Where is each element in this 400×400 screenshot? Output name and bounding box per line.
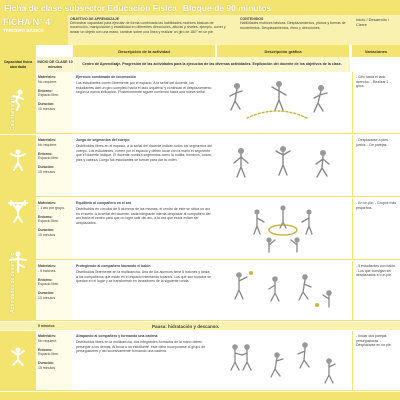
- activity-text: Los estudiantes corren libremente por el espacio. A la señal del docente, los estudiantes dan un giro completo hacia el lado izquierdo y continúan el desplazamiento según la nueva indicación. Posteriormente siguen corriendo hacia una nueva señal.: [76, 81, 212, 95]
- materials-label: Materiales:: [38, 334, 57, 338]
- footer-bar: [0, 392, 400, 400]
- activity-title: Equilibrio al compañero en el aro: [76, 201, 132, 205]
- activity-title: Ejercicio combinado de locomoción: [76, 75, 136, 79]
- materials-label: Materiales:: [38, 75, 57, 79]
- pause-minutes: 5 minutos: [38, 324, 55, 328]
- ficha-box: [0, 15, 68, 45]
- running-figure-icon: [6, 88, 30, 112]
- objective: [70, 17, 230, 34]
- activity-illustration: [217, 200, 349, 256]
- environment-label: Entorno:: [38, 88, 53, 93]
- activity-title: Atrapando al compañero y formando una cadena: [76, 334, 158, 338]
- jumping-figure-icon: [6, 346, 30, 370]
- header-section: [0, 15, 400, 45]
- capacity-heading: Capacidad física abordada: [0, 57, 36, 72]
- variations-cell: - Desplazarse a pies juntos. - De parejas.: [352, 135, 400, 196]
- activity-row-3: [36, 198, 400, 260]
- variations-cell: - En un pie. - Grupos más pequeños.: [352, 198, 400, 259]
- materials-cell: [36, 331, 72, 390]
- duration-value: 15 minutos: [38, 232, 56, 237]
- pause-row: [0, 322, 400, 330]
- materials-cell: [36, 198, 72, 259]
- duration-value: 15 minutos: [38, 169, 56, 174]
- col-graphic: Descripción gráfica: [217, 45, 349, 57]
- variations-cell: - 5 estudiantes con balón. - Los que consigan ser desplazados en un pie.: [352, 261, 400, 320]
- centro-heading: Centro de Aprendizaje. Progresión de las actividades para la ejecución de las diversas actividades. Explicación del docente de los objetivos de la clase.: [74, 57, 350, 72]
- inicio-heading: INICIO DE CLASE 10 minutos: [37, 57, 73, 72]
- activity-title: Protegiendo al compañero lanzando el balón: [76, 264, 151, 268]
- variations-cell: - Iniciar dos parejas perseguidoras. - Desplazarse en un pie.: [352, 331, 400, 390]
- materials-label: Materiales:: [38, 138, 57, 142]
- activity-illustration: [217, 137, 349, 193]
- environment-value: Espacio libre.: [38, 93, 60, 98]
- materials-value: No requiere.: [38, 79, 58, 84]
- duration-value: 15 minutos: [38, 295, 56, 300]
- strip-warmup-label: Calentamiento: [10, 95, 16, 130]
- activity-illustration: [217, 74, 349, 130]
- environment-label: Entorno:: [38, 151, 53, 156]
- duration-value: 10 minutos: [38, 106, 56, 111]
- objective-label: OBJETIVO DE APRENDIZAJE: [70, 17, 120, 21]
- title-bar: [0, 0, 400, 15]
- materials-cell: [36, 72, 72, 133]
- variations-cell: - Giro hacia el lado derecho. - Realizar 2 giros.: [352, 72, 400, 133]
- col-variations: Variaciones: [352, 45, 400, 57]
- activity-description: [73, 198, 215, 259]
- activity-row-1: [36, 72, 400, 134]
- materials-cell: [36, 135, 72, 196]
- contents-text: Habilidades motrices básicas. Desplazamientos, planos y formas de movimientos. Desplazamientos, ritmo y direcciones.: [240, 21, 346, 30]
- environment-value: Espacio libre.: [38, 282, 60, 287]
- header-mini: Inicio / Desarrollo / Cierre: [356, 17, 390, 27]
- activity-description: [73, 72, 215, 133]
- weightlifting-figure-icon: [6, 200, 30, 224]
- environment-value: Espacio libre.: [38, 156, 60, 161]
- materials-value: No requiere.: [38, 338, 58, 343]
- col-description: Descripción de la actividad: [73, 45, 215, 57]
- balancing-figure-icon: [6, 250, 30, 274]
- activity-text: Distribuidos libres en la multicancha, dos integrantes formados de la mano deben perseguir a los demás. Al tocar a un estudiante, éste debe incorporarse al grupo de perseguidores y así sucesivamente formando una cadena.: [76, 340, 206, 354]
- activity-title: Juego de segmentos del cuerpo: [76, 138, 130, 142]
- environment-label: Entorno:: [38, 347, 53, 352]
- contents-label: CONTENIDOS: [240, 17, 264, 21]
- activity-illustration: [217, 263, 349, 317]
- environment-value: Espacio libre.: [38, 352, 60, 357]
- column-headers: [0, 45, 400, 57]
- activity-text: Distribuidos libremente en la multicancha. Uno de los alumnos tiene 5 balones y lanza a los compañeros que están en el espacio intentando tocarlos. Los que son tocados se quedan en el lugar y se transforman en lanzadores de la siguiente ronda.: [76, 270, 212, 284]
- environment-value: Espacio libre.: [38, 219, 60, 224]
- pause-text: Pausa: hidratación y descanso.: [152, 323, 220, 329]
- objective-text: Demostrar capacidad para ejecutar de forma combinada las habilidades motrices básicas de locomoción, manipulación y estabilidad en diferentes direcciones, alturas y niveles, ejemplo, correr y lanzar un objeto con una mano, caminar sobre una línea y realizar un giro de 180° en un pie.: [70, 21, 226, 34]
- activity-row-2: [36, 135, 400, 197]
- duration-label: Duración:: [38, 361, 55, 366]
- activity-description: [73, 261, 215, 320]
- materials-label: Materiales:: [38, 264, 57, 268]
- stretching-figure-icon: [6, 148, 30, 172]
- duration-label: Duración:: [38, 102, 55, 107]
- duration-label: Duración:: [38, 165, 55, 170]
- duration-label: Duración:: [38, 228, 55, 233]
- activity-description: [73, 331, 215, 390]
- activity-row-5: [36, 331, 400, 391]
- page-title: Ficha de clase subsector Educación Física: [4, 2, 177, 13]
- materials-value: No requiere.: [38, 142, 58, 147]
- materials-cell: [36, 261, 72, 320]
- materials-value: - 1 aro por grupo.: [38, 205, 66, 210]
- ficha-grade: TERCERO BÁSICO: [3, 28, 44, 33]
- activity-text: Distribuidos en círculos de 5 alumnos de las mismas, el centro de éste se ubica un aro en el suelo. A la señal del docente, cada integrante intenta desplazar al compañero del aro hacia el centro para que no logre salir del aro, a la vez que éstos evitan ser desplazados.: [76, 207, 211, 225]
- environment-label: Entorno:: [38, 214, 53, 219]
- duration-value: 15 minutos: [38, 365, 56, 370]
- materials-label: Materiales:: [38, 201, 57, 205]
- activity-illustration: [217, 333, 349, 387]
- sub-headers: [0, 57, 400, 72]
- materials-value: - 5 balones.: [38, 268, 57, 273]
- contents: [240, 17, 350, 30]
- strip-development-label: Actividades de desarrollo: [10, 252, 16, 313]
- activity-text: Distribuidos libres en el espacio, a la señal del docente indican todos los segmentos del cuerpo. Los estudiantes, corren por el espacio y deben tocar con la mano el segmento que el docente indique. El docente nombra segmentos como la rodilla, hombros, codos, pies y cabeza. Luego los estudiantes se turnan para dar la orden.: [76, 144, 212, 162]
- col-capacity: [0, 45, 36, 57]
- block-title: Bloque de 90 minutos: [182, 2, 272, 13]
- activity-row-4: [36, 261, 400, 321]
- activity-description: [73, 135, 215, 196]
- ficha-number: FICHA N° 4: [3, 17, 51, 27]
- environment-label: Entorno:: [38, 277, 53, 282]
- duration-label: Duración:: [38, 291, 55, 296]
